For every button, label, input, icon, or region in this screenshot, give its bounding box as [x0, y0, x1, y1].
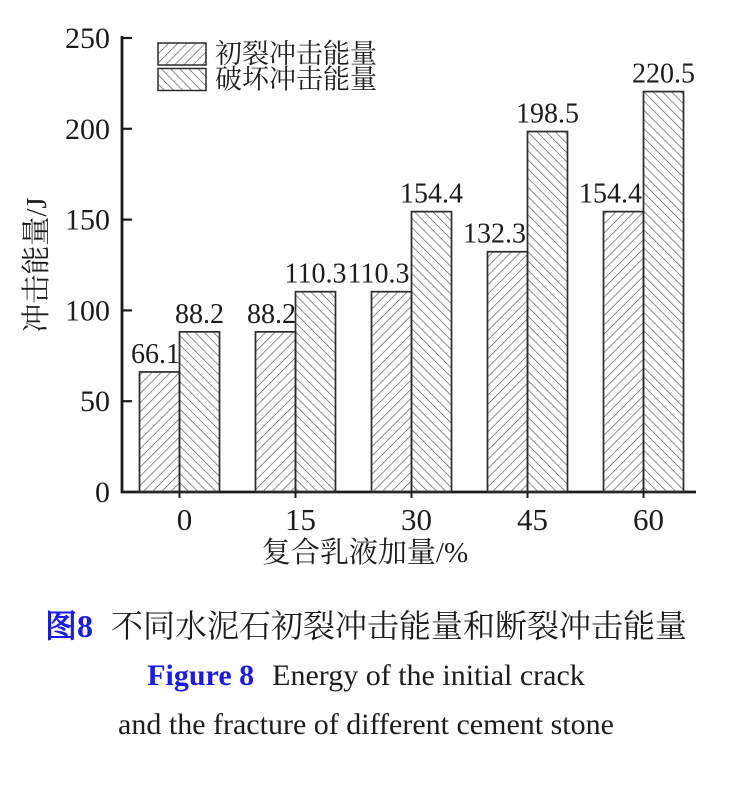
x-axis-title: 复合乳液加量/%: [261, 537, 469, 569]
x-tick-label: 15: [285, 502, 316, 537]
bar-value-label: 110.3: [347, 258, 410, 290]
y-tick-label: 200: [65, 112, 110, 146]
caption-zh-text: 不同水泥石初裂冲击能量和断裂冲击能量: [111, 608, 688, 644]
bar-初裂冲击能量-0: [140, 372, 180, 492]
y-tick-label: 50: [80, 385, 110, 419]
caption-line-en-2: and the fracture of different cement stone: [118, 708, 614, 741]
bar-value-label: 154.4: [579, 178, 642, 210]
y-tick-label: 0: [95, 476, 110, 509]
bar-value-label: 88.2: [247, 298, 296, 330]
bar-value-label: 220.5: [632, 58, 695, 90]
bar-破坏冲击能量-45: [528, 132, 568, 492]
legend-label-2: 破坏冲击能量: [215, 64, 377, 95]
legend-swatch-1: [158, 43, 206, 65]
bar-初裂冲击能量-15: [256, 332, 296, 492]
y-axis-title: 冲击能量/J: [21, 197, 53, 333]
legend-swatch-2: [158, 69, 206, 91]
bar-value-label: 88.2: [175, 298, 224, 330]
x-tick-label: 30: [401, 502, 432, 537]
bar-初裂冲击能量-30: [372, 292, 412, 492]
y-tick-label: 150: [65, 203, 110, 237]
bar-value-label: 110.3: [284, 258, 347, 290]
caption-line-zh: [0, 602, 732, 651]
y-tick-label: 100: [65, 294, 110, 328]
y-tick-label: 250: [65, 22, 110, 55]
bar-value-label: 66.1: [131, 338, 180, 370]
bar-破坏冲击能量-30: [412, 212, 452, 492]
bar-value-label: 154.4: [400, 178, 463, 210]
caption-en-number: Figure 8: [147, 659, 255, 692]
caption-zh-number: 图8: [44, 608, 93, 644]
bar-value-label: 132.3: [463, 218, 526, 250]
bar-破坏冲击能量-0: [180, 332, 220, 492]
bar-value-label: 198.5: [516, 98, 579, 130]
bar-破坏冲击能量-60: [644, 92, 684, 492]
x-tick-label: 60: [633, 502, 664, 537]
x-tick-label: 45: [517, 502, 548, 537]
legend-label-1: 初裂冲击能量: [215, 39, 377, 69]
x-tick-label: 0: [176, 502, 193, 537]
bar-初裂冲击能量-60: [604, 212, 644, 492]
caption-en-text-1: Energy of the initial crack: [272, 659, 585, 692]
bar-破坏冲击能量-15: [296, 292, 336, 492]
bar-初裂冲击能量-45: [488, 252, 528, 492]
caption-line-en-1: [0, 651, 732, 700]
figure-caption: [0, 602, 732, 749]
